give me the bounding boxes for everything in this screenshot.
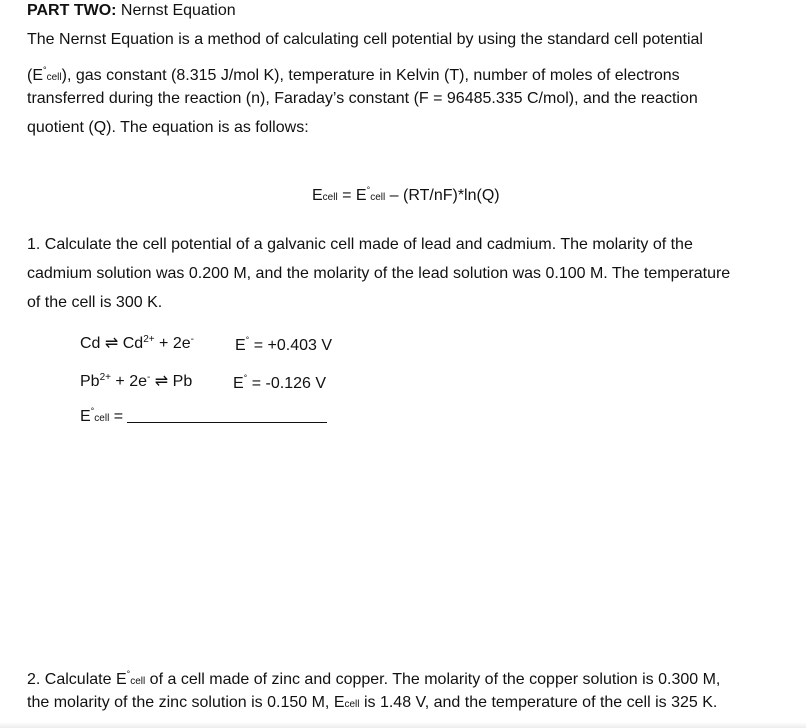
page-bottom-shadow (0, 722, 806, 728)
text: + 2e (110, 373, 148, 390)
cd-half-reaction (80, 330, 194, 354)
superscript: 2+ (143, 334, 155, 345)
degree-symbol: ° (43, 65, 47, 75)
text: E (233, 375, 244, 392)
intro-line (27, 60, 680, 88)
superscript: - (190, 334, 194, 345)
question-2-line (27, 693, 717, 715)
degree-symbol: ° (243, 373, 248, 383)
text: = (109, 408, 124, 425)
subscript: cell (322, 192, 338, 203)
intro-line: transferred during the reaction (n), Faraday’s constant (F = 96485.335 C/mol), and the reaction (27, 90, 698, 107)
text: = E (337, 187, 367, 204)
text: E (80, 408, 91, 425)
degree-symbol: ° (245, 335, 250, 345)
text: is 1.48 V, and the temperature of the cell is 325 K. (359, 694, 718, 711)
text: 2. Calculate E (27, 671, 127, 688)
question-1-line: cadmium solution was 0.200 M, and the molarity of the lead solution was 0.100 M. The temperature (27, 265, 731, 282)
intro-line: quotient (Q). The equation is as follows: (27, 119, 309, 136)
section-title (27, 1, 236, 21)
question-2-line (27, 664, 720, 692)
answer-blank[interactable] (127, 408, 327, 423)
subscript: cell (130, 676, 146, 687)
text: (E (27, 67, 43, 84)
pb-potential (233, 368, 326, 394)
superscript: 2+ (99, 372, 111, 383)
subscript: cell (94, 413, 110, 424)
intro-line: The Nernst Equation is a method of calculating cell potential by using the standard cell potential (27, 31, 703, 48)
nernst-equation (312, 180, 500, 208)
text: ⇌ Pb (150, 373, 193, 390)
degree-symbol: ° (126, 669, 131, 679)
degree-symbol: ° (90, 406, 95, 416)
text: E (312, 187, 323, 204)
question-1-line: 1. Calculate the cell potential of a galvanic cell made of lead and cadmium. The molarity of the (27, 236, 693, 253)
text: = -0.126 V (247, 375, 326, 392)
text: the molarity of the zinc solution is 0.150 M, E (27, 694, 345, 711)
ecell-answer (80, 401, 327, 429)
superscript: - (147, 372, 151, 383)
title-bold: PART TWO: (27, 2, 117, 19)
subscript: cell (344, 699, 360, 710)
question-1-line: of the cell is 300 K. (27, 294, 163, 311)
text: ), gas constant (8.315 J/mol K), temperature in Kelvin (T), number of moles of electrons (61, 67, 680, 84)
text: + 2e (154, 335, 191, 352)
subscript: cell (46, 72, 62, 83)
text: Pb (80, 373, 100, 390)
text: of a cell made of zinc and copper. The molarity of the copper solution is 0.300 M, (145, 671, 721, 688)
title-rest: Nernst Equation (116, 2, 236, 19)
text: E (235, 337, 246, 354)
cd-potential (235, 330, 332, 356)
text: – (RT/nF)*ln(Q) (385, 187, 500, 204)
subscript: cell (370, 192, 386, 203)
pb-half-reaction (80, 368, 192, 392)
text: = +0.403 V (249, 337, 333, 354)
degree-symbol: ° (366, 185, 371, 195)
text: Cd ⇌ Cd (80, 335, 144, 352)
